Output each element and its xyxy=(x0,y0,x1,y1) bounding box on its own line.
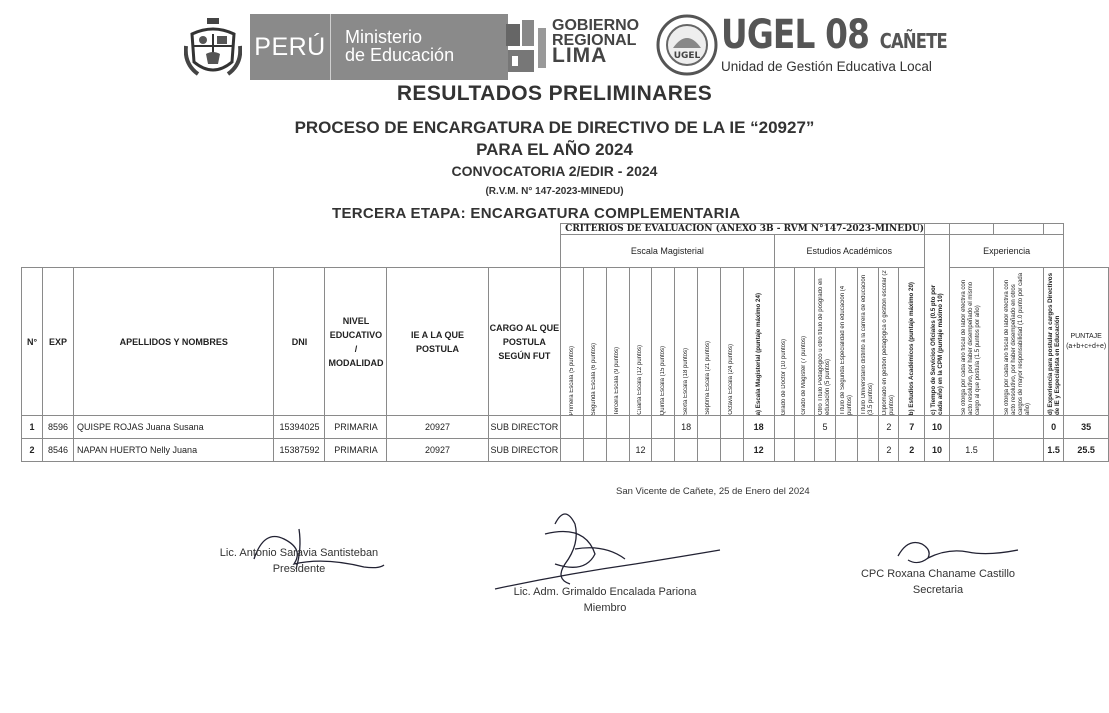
page-title: RESULTADOS PRELIMINARES xyxy=(396,82,713,105)
criterion-header: Sexta Escala (18 puntos) xyxy=(675,268,698,416)
criterion-header: Se otorga por cada año fiscal de labor efectiva con acto resolutivo, por haber desempeñado en otros cargos de mayor responsabilidad (1.0 punto por cada año) xyxy=(993,268,1043,416)
signature-member: Lic. Adm. Grimaldo Encalada Pariona Miembro xyxy=(505,584,705,616)
header-exp: EXP xyxy=(43,268,74,416)
signature-secretary: CPC Roxana Chaname Castillo Secretaria xyxy=(858,566,1018,598)
year-title: PARA EL AÑO 2024 xyxy=(476,140,633,159)
header-num: N° xyxy=(22,268,43,416)
ugel-subtitle: Unidad de Gestión Educativa Local xyxy=(721,59,932,74)
criterion-header: Grado de Magíster (7 puntos) xyxy=(794,268,814,416)
criterion-header: Octava Escala (24 puntos) xyxy=(720,268,743,416)
criterion-header: Quinta Escala (15 puntos) xyxy=(652,268,675,416)
header-nivel: NIVEL EDUCATIVO / MODALIDAD xyxy=(325,268,387,416)
criterion-header: Título Universitario distinto a la carrera de educación (3.5 puntos) xyxy=(857,268,878,416)
signature-icon xyxy=(485,504,725,594)
header-puntaje: PUNTAJE (a+b+c+d+e) xyxy=(1064,268,1109,416)
criterion-header: Cuarta Escala (12 puntos) xyxy=(629,268,652,416)
peru-label: PERÚ xyxy=(250,14,331,80)
total-score: 35 xyxy=(1064,416,1109,439)
signature-president: Lic. Antonio Saravia Santisteban Presidente xyxy=(214,545,384,577)
logo-bar xyxy=(180,12,947,86)
rvm-reference: (R.V.M. N° 147-2023-MINEDU) xyxy=(485,186,624,197)
ugel-title: UGEL 08 CAÑETE xyxy=(721,12,947,58)
signature-icon xyxy=(888,530,1028,570)
process-title: PROCESO DE ENCARGATURA DE DIRECTIVO DE LA IE “20927” xyxy=(294,118,815,137)
convocatoria-title: CONVOCATORIA 2/EDIR - 2024 xyxy=(451,163,658,179)
ministerio-line2: de Educación xyxy=(345,45,455,65)
criterion-header: b) Estudios Académicos (puntaje máximo 20) xyxy=(899,268,925,416)
criterion-header: Séptima Escala (21 puntos) xyxy=(698,268,721,416)
criterion-header: Se otorga por cada año fiscal de labor efectiva con acto resolutivo, por haber desempeñado el mismo cargo al que postula (1.5 puntos por año) xyxy=(950,268,994,416)
peru-coat-of-arms-icon xyxy=(184,16,242,80)
table-row: 1 8596 QUISPE ROJAS Juana Susana 15394025 PRIMARIA 20927 SUB DIRECTOR 18 18 5 2 7 10 0 35 xyxy=(22,416,1109,439)
document-date: San Vicente de Cañete, 25 de Enero del 2024 xyxy=(616,486,810,497)
criterion-header: Primera Escala (5 puntos) xyxy=(561,268,584,416)
group-estudios: Estudios Académicos xyxy=(774,235,925,268)
svg-text:UGEL: UGEL xyxy=(673,51,701,61)
results-table xyxy=(21,223,1109,462)
group-escala: Escala Magisterial xyxy=(561,235,774,268)
criterion-header: d) Experiencia para postular a cargos Directivos de IE y Especialista en Educación xyxy=(1043,268,1063,416)
header-dni: DNI xyxy=(274,268,325,416)
criterion-header: Grado de Doctor (10 puntos) xyxy=(774,268,794,416)
criterion-header: Otro Título Pedagógico u otro título de posgrado en educación (5 puntos) xyxy=(814,268,835,416)
criterion-header: Diplomado en gestión pedagógica o gestión escolar (2 puntos) xyxy=(879,268,899,416)
criterion-header: Tercera Escala (9 puntos) xyxy=(606,268,629,416)
criterion-header: a) Escala Magisterial (puntaje máximo 24) xyxy=(743,268,774,416)
header-cargo: CARGO AL QUE POSTULA SEGÚN FUT xyxy=(488,268,561,416)
header-ie: IE A LA QUE POSTULA xyxy=(387,268,488,416)
stage-title: TERCERA ETAPA: ENCARGATURA COMPLEMENTARIA xyxy=(332,205,741,222)
total-score: 25.5 xyxy=(1064,439,1109,462)
criterion-header: Título de Segunda Especialidad en educación (4 puntos) xyxy=(836,268,857,416)
group-experiencia: Experiencia xyxy=(950,235,1064,268)
header-name: APELLIDOS Y NOMBRES xyxy=(74,268,274,416)
criteria-title: CRITERIOS DE EVALUACIÓN (ANEXO 3B - RVM N°147-2023-MINEDU) xyxy=(561,224,925,235)
ugel-seal-icon xyxy=(656,14,718,76)
criterion-header: Segunda Escala (6 puntos) xyxy=(583,268,606,416)
ministerio-logo xyxy=(250,14,508,80)
ministerio-line1: Ministerio xyxy=(345,27,423,47)
table-row: 2 8546 NAPAN HUERTO Nelly Juana 15387592 PRIMARIA 20927 SUB DIRECTOR 12 12 2 2 10 1.5 1.5 25.5 xyxy=(22,439,1109,462)
criterion-header: c) Tiempo de Servicios Oficiales (0.5 pto por cada año) en la CPM (puntaje máximo 10) xyxy=(925,235,950,416)
gobierno-regional-text: GOBIERNO REGIONAL LIMA xyxy=(552,17,640,67)
